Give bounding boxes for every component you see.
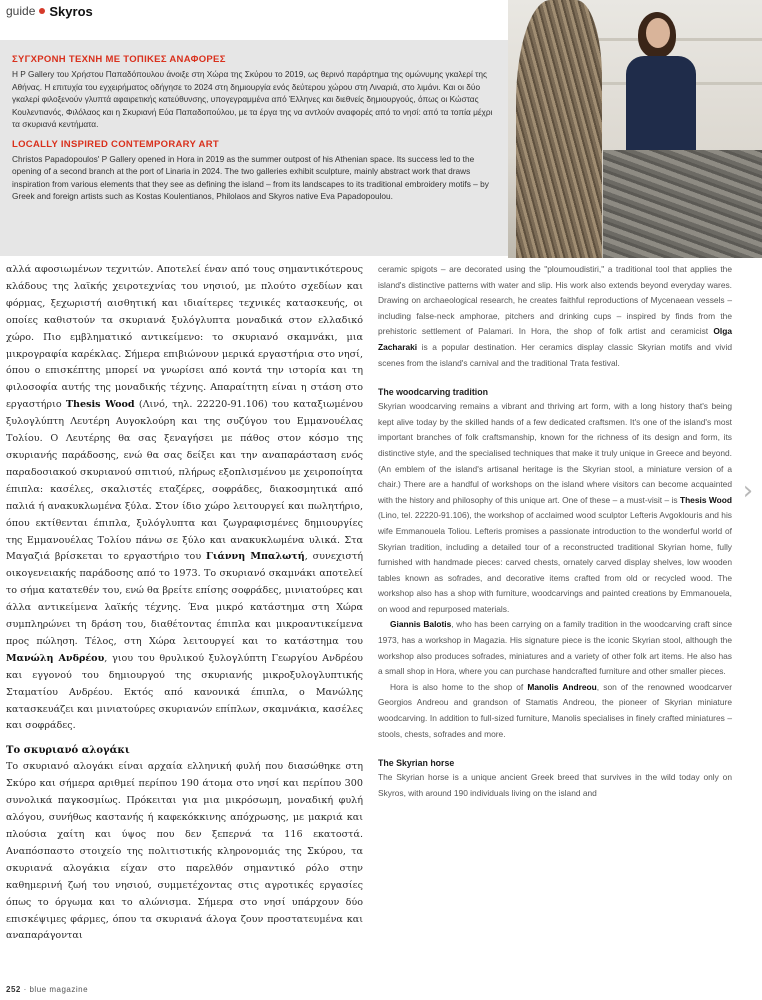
callout-english-title: LOCALLY INSPIRED CONTEMPORARY ART: [12, 138, 219, 150]
callout-greek-title: ΣΥΓΧΡΟΝΗ ΤΕΧΝΗ ΜΕ ΤΟΠΙΚΕΣ ΑΝΑΦΟΡΕΣ: [12, 54, 226, 65]
wood-slab: [603, 150, 762, 258]
carved-trunk-sculpture: [516, 0, 602, 258]
artist-face: [646, 18, 670, 48]
shelf-line: [598, 38, 762, 41]
english-paragraph-horse: The Skyrian horse is a unique ancient Greek breed that survives in the wild today only on Skyros, with around 190 individuals living on the island and: [378, 772, 732, 798]
business-name: Μανώλη Ανδρέου: [6, 652, 105, 664]
business-name: Giannis Balotis: [390, 619, 452, 630]
page-number: 252: [6, 985, 21, 994]
business-name: Thesis Wood: [679, 494, 732, 505]
business-name: Γιάννη Μπαλωτή: [206, 551, 305, 563]
section-label: guide: [6, 4, 36, 18]
artist-apron: [626, 56, 696, 156]
greek-paragraph-woodcarving: αλλά αφοσιωμένων τεχνιτών. Αποτελεί έναν από τους σημαντικότερους κλάδους της λαϊκής χειροτεχνίας του νησιού, με πλούτο σχεδίων και φόρμας, ξεχωριστή αισθητική και ιδιαίτερες τεχνικές κατασκευής, οι οποίες καθιστούν τα σκυριανά ξυλόγλυπτα μοναδικά στον ελλαδικό χώρο. Πιο εμβληματικό αντικείμενο: το σκυριανό σκαμνάκι, μια μικρογραφία καρέκλας. Σήμερα επιβιώνουν μερικά εργαστήρια στο νησί, όπου ο επισκέπτης μπορεί να γνωρίσει από κοντά την ιστορία και τη φιλοσοφία αυτής της μοναδικής τέχνης. Απαραίτητη είναι η στάση στο εργαστήριο Thesis Wood (Λινό, τηλ. 22220-91.106) του καταξιωμένου ξυλογλύπτη Λευτέρη Αυγοκλούρη και της συζύγου του Εμμανουέλας Τολίου. Ο Λευτέρης θα σας ξεναγήσει με πάθος στον κόσμο της σκυριανής παράδοσης, ενώ θα σας δείξει και την αναπαράσταση ενός παραδοσιακού σκυριανού σπιτιού, πλήρως εξοπλισμένου με χειροποίητα έπιπλα: κασέλες, σκαλιστές εταζέρες, σοφράδες, διακοσμητικά από παλιά ή ανακυκλωμένα ξύλα. Στον ίδιο χώρο λειτουργεί και πωλητήριο, όπου εκτίθενται έπιπλα, ξυλόγλυπτα και ζωγραφισμένες δημιουργίες της Εμμανουέλας Τολίου πάνω σε ξύλο και ανακυκλωμένα υλικά. Στα Μαγαζιά βρίσκεται το εργαστήριο του Γιάννη Μπαλωτή, συνεχιστή οικογενειακής παράδοσης από το 1973. Το σκυριανό σκαμνάκι αποτελεί το σήμα κατατεθέν του, ενώ θα βρείτε επίσης σοφράδες, μινιατούρες και άλλα αντικείμενα λαϊκής τέχνης. Ένα μικρό κατάστημα στη Χώρα συμπληρώνει τη δράση του, διαθέτοντας έπιπλα και μικροαντικείμενα προς πώληση. Τέλος, στη Χώρα λειτουργεί και το κατάστημα του Μανώλη Ανδρέου, γιου του θρυλικού ξυλογλύπτη Γεωργίου Ανδρέου και εγγονού του δημιουργού της σκυριανής μικροξυλογλυπτικής Σταματίου Ανδρέου. Εκτός από κανονικά έπιπλα, ο Μανώλης κατασκευάζει και μινιατούρες σκυριανών επίπλων, σκαμνάκια, κασέλες και σοφράδες.: [6, 264, 363, 732]
magazine-name: blue magazine: [29, 985, 89, 994]
page-footer: 252 · blue magazine: [6, 985, 89, 994]
greek-body-column: [6, 262, 363, 945]
business-name: Olga Zacharaki: [378, 326, 732, 352]
business-name: Thesis Wood: [65, 399, 135, 411]
sidebar-callout-box: [0, 40, 508, 256]
english-body-column: [378, 262, 732, 801]
bullet-dot-icon: [39, 8, 45, 14]
chevron-right-icon[interactable]: ›: [742, 476, 754, 506]
callout-english-text: Christos Papadopoulos' P Gallery opened in Hora in 2019 as the summer outpost of his Athenian space. Its success led to the opening of a second branch at the port of Linaria in 2024. The two galleries exhibit sculpture, mainly abstract work that draws inspiration from various elements that they see as defining the island – from its landscapes to its traditional embroidery motifs – by Greek and foreign artists such as Kostas Koulentianos, Philolaos and Skyros native Eva Papadopoulou.: [12, 153, 489, 201]
section-place: Skyros: [49, 3, 93, 19]
english-heading-horse: The Skyrian horse: [378, 758, 455, 769]
business-name: Manolis Andreou: [527, 681, 597, 692]
english-paragraph-ceramics: ceramic spigots – are decorated using the "ploumoudistiri," a traditional tool that applies the island's distinctive patterns with water and slip. His work also extends beyond everyday wares. Drawing on archaeological research, he creates faithful reproductions of Mycenaean vessels – including false-neck amphorae, pitchers and drinking cups – inspired by finds from the prehistoric settlement of Palamari. In Hora, the shop of folk artist and ceramicist Olga Zacharaki is a popular destination. Her ceramics display classic Skyrian motifs and vivid scenes from the island's carnival and the traditional Trata festival.: [378, 264, 732, 368]
english-paragraph-balotis: Giannis Balotis, who has been carrying on a family tradition in the woodcarving craft since 1973, has a workshop in Magazia. His signature piece is the iconic Skyrian stool, although the workshop also produces sofrades, miniatures and a variety of other folk art items. He also has a small shop in Hora, where you can purchase handcrafted furniture and other smaller pieces.: [378, 619, 732, 677]
english-paragraph-woodcarving: Skyrian woodcarving remains a vibrant and thriving art form, with a long history that's being kept alive today by the skilled hands of a few dedicated craftsmen. It's one of the island's most important branches of folk craftsmanship, known for the richness of its design and form, its distinctive style, and the specialised techniques that make it truly unique in Greece and beyond. (An emblem of the island's artisanal heritage is the Skyrian stool, a miniature version of a chair.) There are a handful of workshops on the island where visitors can become acquainted with the history and philosophy of this unique art. One of these – a must-visit – is Thesis Wood (Lino, tel. 22220-91.106), the workshop of acclaimed wood sculptor Lefteris Avgoklouris and his wife Emmanouela Toliou. Lefteris promises a passionate introduction to the wonderful world of Skyrian tradition, including a detailed tour of a reconstructed traditional Skyrian home, fully furnished with handmade pieces: carved chests, ornately carved display shelves, low wooden tables known as sofrades, and decorative items crafted from old or recycled wood. The workshop also has a shop with furniture, woodcarvings and painted creations by Emmanouela, on wood and repurposed materials.: [378, 401, 732, 614]
greek-paragraph-horse: Το σκυριανό αλογάκι είναι αρχαία ελληνική φυλή που διασώθηκε στη Σκύρο και σήμερα αριθμεί περίπου 190 άτομα στο νησί και περίπου 300 συνολικά παγκοσμίως. Πρόκειται για μια μικρόσωμη, μοναδική φυλή αλόγου, συνήθως καστανής ή καφεκόκκινης απόχρωσης, με μακριά και πλούσια χαίτη και ύψος που δεν ξεπερνά τα 116 εκατοστά. Αναπόσπαστο στοιχείο της πολιτιστικής κληρονομιάς της Σκύρου, τα σκυριανά αλογάκια είχαν στο παρελθόν σημαντικό ρόλο στην καθημερινή ζωή του νησιού, συμμετέχοντας στις αγροτικές εργασίες όπως το όργωμα και το αλώνισμα. Σήμερα στο νησί υπάρχουν δύο επισκέψιμες φάρμες, όπου τα σκυριανά άλογα ζουν προστατευμένα και αναπαράγονται: [6, 761, 363, 942]
callout-greek-text: Η P Gallery του Χρήστου Παπαδόπουλου άνοιξε στη Χώρα της Σκύρου το 2019, ως θερινό παράρτημα της ομώνυμης γκαλερί της Αθήνας. Η επιτυχία του εγχειρήματος οδήγησε το 2024 στη δημιουργία ενός δεύτερου χώρου στη Λιναριά, στο λιμάνι. Και οι δύο γκαλερί φιλοξενούν γλυπτά αφαιρετικής κατεύθυνσης, υπογεγραμμένα από Έλληνες και διεθνείς δημιουργούς, όπως οι Κώστας Κουλεντιανός, Φιλόλαος και η Σκυριανή Εύα Παπαδοπούλου, με τα έργα της να αντλούν αναφορές από το νησί: από τα τοπία μέχρι τα σκυριανά κεντήματα.: [12, 69, 493, 129]
english-paragraph-andreou: Hora is also home to the shop of Manolis Andreou, son of the renowned woodcarver Georgios Andreou and grandson of Stamatis Andreou, the pioneer of Skyrian miniature woodcarving. In addition to full-sized furniture, Manolis specialises in finely crafted miniatures – stools, chests, sofrades and more.: [378, 681, 732, 739]
greek-heading-horse: Το σκυριανό αλογάκι: [6, 745, 130, 757]
woodcarver-photo: [508, 0, 762, 258]
english-heading-woodcarving: The woodcarving tradition: [378, 387, 488, 398]
